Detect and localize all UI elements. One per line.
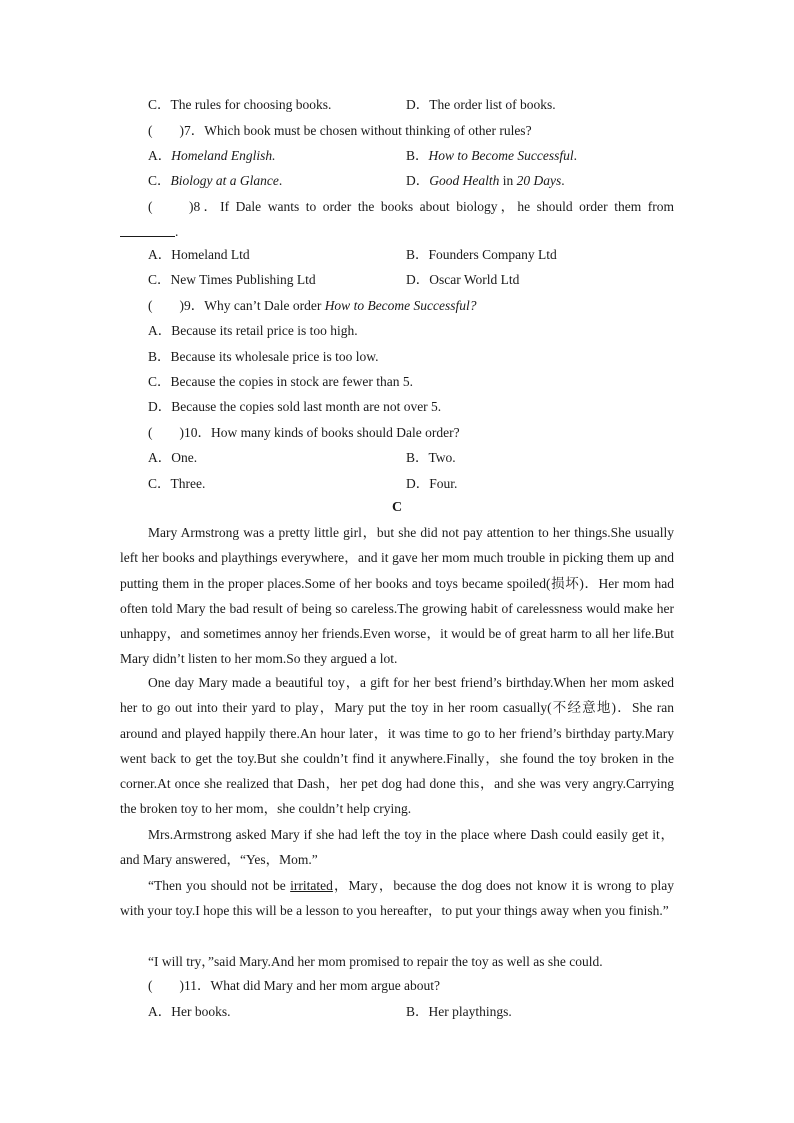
q8-stem: ( )8．If Dale wants to order the books about biology，he should order them from xyxy=(148,199,674,214)
q10-option-c: C．Three. xyxy=(148,476,206,491)
passage-paragraph-3: Mrs.Armstrong asked Mary if she had left the toy in the place where Dash could easily get it，and Mary answered，“Yes，Mom.” xyxy=(120,827,674,868)
q10-option-d: D．Four. xyxy=(406,476,458,491)
q10-stem: ( )10．How many kinds of books should Dale order? xyxy=(148,425,460,440)
underlined-word-irritated: irritated xyxy=(290,878,333,893)
q8-option-a: A．Homeland Ltd xyxy=(148,247,250,262)
q11-option-b: B．Her playthings. xyxy=(406,1004,512,1019)
passage-paragraph-1: Mary Armstrong was a pretty little girl，but she did not pay attention to her things.She usually left her books and playthings everywhere，and it gave her mom much trouble in picking them up and putting them in the proper places.Some of her books and toys became spoiled(损坏)．Her mom had often told Mary the bad result of being so careless.The growing habit of carelessness would make her unhappy，and sometimes annoy her friends.Even worse，it would be of great harm to all her life.But Mary didn’t listen to her mom.So they argued a lot. xyxy=(120,525,674,667)
q8-option-d: D．Oscar World Ltd xyxy=(406,272,520,287)
passage-paragraph-2: One day Mary made a beautiful toy，a gift for her best friend’s birthday.When her mom asked her to go out into their yard to play，Mary put the toy in her room casually(不经意地)．She ran around and played happily there.An hour later，it was time to go to her friend’s birthday party.Mary went back to get the toy.But she couldn’t find it anywhere.Finally，she found the toy broken in the corner.At once she realized that Dash，her pet dog had done this，and she was very angry.Carrying the broken toy to her mom，she couldn’t help crying. xyxy=(120,675,674,817)
q8-option-c: C．New Times Publishing Ltd xyxy=(148,272,316,287)
q7-stem: ( )7．Which book must be chosen without thinking of other rules? xyxy=(148,123,532,138)
q9-stem: ( )9．Why can’t Dale order How to Become Successful? xyxy=(148,298,477,313)
section-heading-c: C xyxy=(391,500,403,515)
q7-option-a: A．Homeland English. xyxy=(148,148,276,163)
q8-option-b: B．Founders Company Ltd xyxy=(406,247,557,262)
q8-answer-blank xyxy=(120,236,175,237)
q11-stem: ( )11．What did Mary and her mom argue about? xyxy=(148,978,441,993)
q11-option-a: A．Her books. xyxy=(148,1004,231,1019)
q7-option-c: C．Biology at a Glance. xyxy=(148,173,283,188)
q9-option-c: C．Because the copies in stock are fewer than 5. xyxy=(148,374,414,389)
q9-option-a: A．Because its retail price is too high. xyxy=(148,323,358,338)
q10-option-b: B．Two. xyxy=(406,450,456,465)
q9-option-d: D．Because the copies sold last month are not over 5. xyxy=(148,399,442,414)
q10-option-a: A．One. xyxy=(148,450,198,465)
q7-option-b: B．How to Become Successful. xyxy=(406,148,577,163)
q6-option-c: C．The rules for choosing books. xyxy=(148,97,332,112)
passage-paragraph-5: “I will try，”said Mary.And her mom promised to repair the toy as well as she could. xyxy=(148,954,603,969)
passage-paragraph-4: “Then you should not be irritated，Mary，because the dog does not know it is wrong to play with your toy.I hope this will be a lesson to you hereafter，to put your things away when you finish.” xyxy=(120,878,674,919)
q6-option-d: D．The order list of books. xyxy=(406,97,556,112)
q8-stem-period: . xyxy=(175,224,179,239)
q9-option-b: B．Because its wholesale price is too low. xyxy=(148,349,379,364)
q7-option-d: D．Good Health in 20 Days. xyxy=(406,173,565,188)
